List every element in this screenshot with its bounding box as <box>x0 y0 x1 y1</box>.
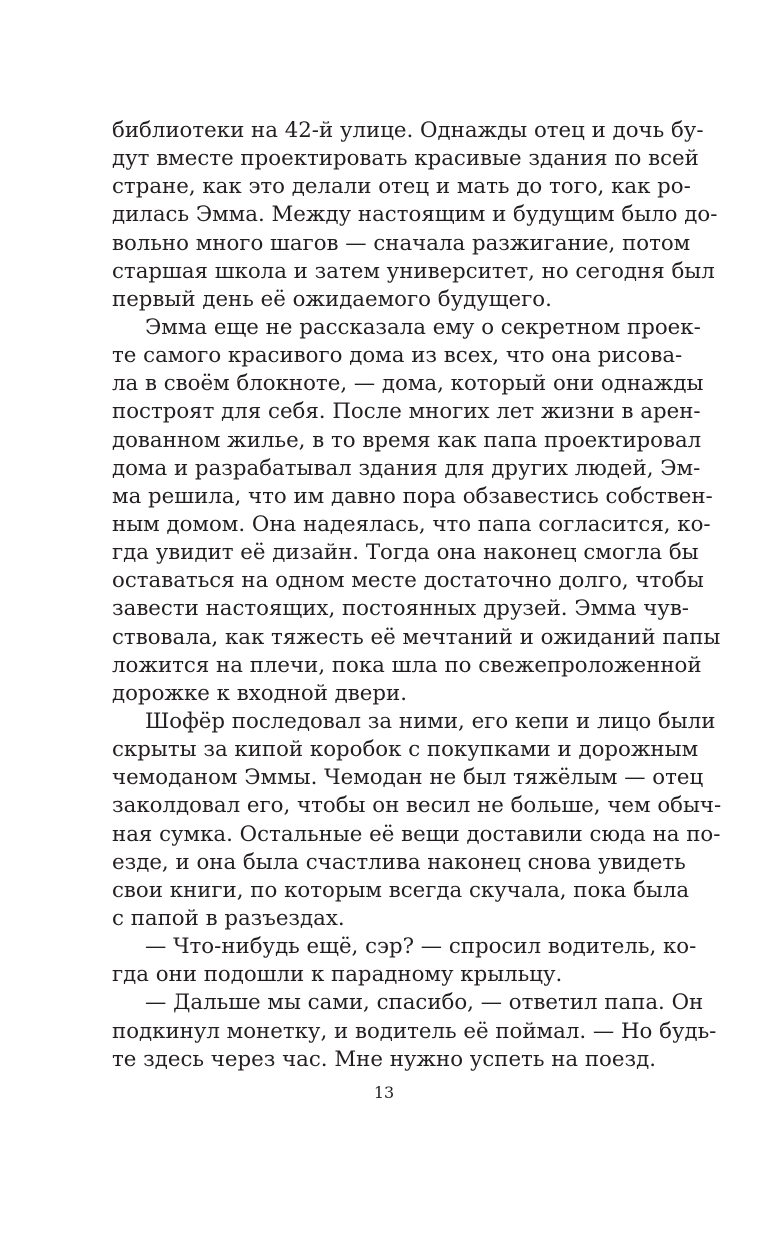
text-line: с папой в разъездах. <box>112 905 345 931</box>
text-line: вольно много шагов — сначала разжигание, потом <box>112 230 691 256</box>
text-line: старшая школа и затем университет, но сегодня был <box>112 258 715 284</box>
paragraph <box>112 933 697 989</box>
text-line: — Что-нибудь ещё, сэр? — спросил водитель, ко- <box>145 934 697 960</box>
text-line: ным домом. Она надеялась, что папа согласится, ко- <box>112 511 711 537</box>
text-line: езде, и она была счастлива наконец снова увидеть <box>112 849 686 875</box>
text-line: те самого красивого дома из всех, что она рисова- <box>112 343 683 369</box>
text-line: свои книги, по которым всегда скучала, пока была <box>112 877 690 903</box>
paragraph <box>112 314 721 708</box>
text-line: дорожке к входной двери. <box>112 680 407 706</box>
text-line: завести настоящих, постоянных друзей. Эмма чув- <box>112 596 690 622</box>
text-line: Шофёр последовал за ними, его кепи и лицо были <box>145 708 716 734</box>
text-line: дованном жилье, в то время как папа проектировал <box>112 427 702 453</box>
text-line: те здесь через час. Мне нужно успеть на поезд. <box>112 1046 656 1072</box>
paragraph <box>112 989 717 1073</box>
page-number: 13 <box>373 1083 395 1102</box>
text-line: библиотеки на 42-й улице. Однажды отец и дочь бу- <box>112 118 704 143</box>
paragraph <box>112 708 722 933</box>
text-line: подкинул монетку, и водитель её поймал. — Но будь- <box>112 1018 717 1044</box>
text-line: ла в своём блокноте, — дома, который они однажды <box>112 371 704 397</box>
text-line: ная сумка. Остальные её вещи доставили сюда на по- <box>112 821 721 847</box>
text-line: стране, как это делали отец и мать до того, как ро- <box>112 174 691 200</box>
text-line: первый день её ожидаемого будущего. <box>112 286 552 312</box>
text-line: ложится на плечи, пока шла по свежепроложенной <box>112 652 702 678</box>
text-line: построят для себя. После многих лет жизни в арен- <box>112 399 701 425</box>
text-line: ствовала, как тяжесть её мечтаний и ожиданий папы <box>112 624 721 650</box>
text-line: ма решила, что им давно пора обзавестись собствен- <box>112 483 713 509</box>
text-line: Эмма еще не рассказала ему о секретном проек- <box>145 314 701 340</box>
text-line: гда увидит её дизайн. Тогда она наконец смогла бы <box>112 540 699 566</box>
text-line: чемоданом Эммы. Чемодан не был тяжёлым — отец <box>112 765 704 791</box>
text-line: гда они подошли к парадному крыльцу. <box>112 962 563 988</box>
text-line: дома и разрабатывал здания для других людей, Эм- <box>112 455 701 481</box>
body-text <box>112 117 722 1074</box>
text-line: дилась Эмма. Между настоящим и будущим было до- <box>112 202 718 228</box>
text-line: — Дальше мы сами, спасибо, — ответил папа. Он <box>145 990 704 1016</box>
text-line: скрыты за кипой коробок с покупками и дорожным <box>112 737 699 763</box>
text-line: заколдовал его, чтобы он весил не больше, чем обыч- <box>112 793 722 819</box>
text-line: дут вместе проектировать красивые здания по всей <box>112 146 699 172</box>
text-line: оставаться на одном месте достаточно долго, чтобы <box>112 568 704 594</box>
paragraph <box>112 117 718 314</box>
